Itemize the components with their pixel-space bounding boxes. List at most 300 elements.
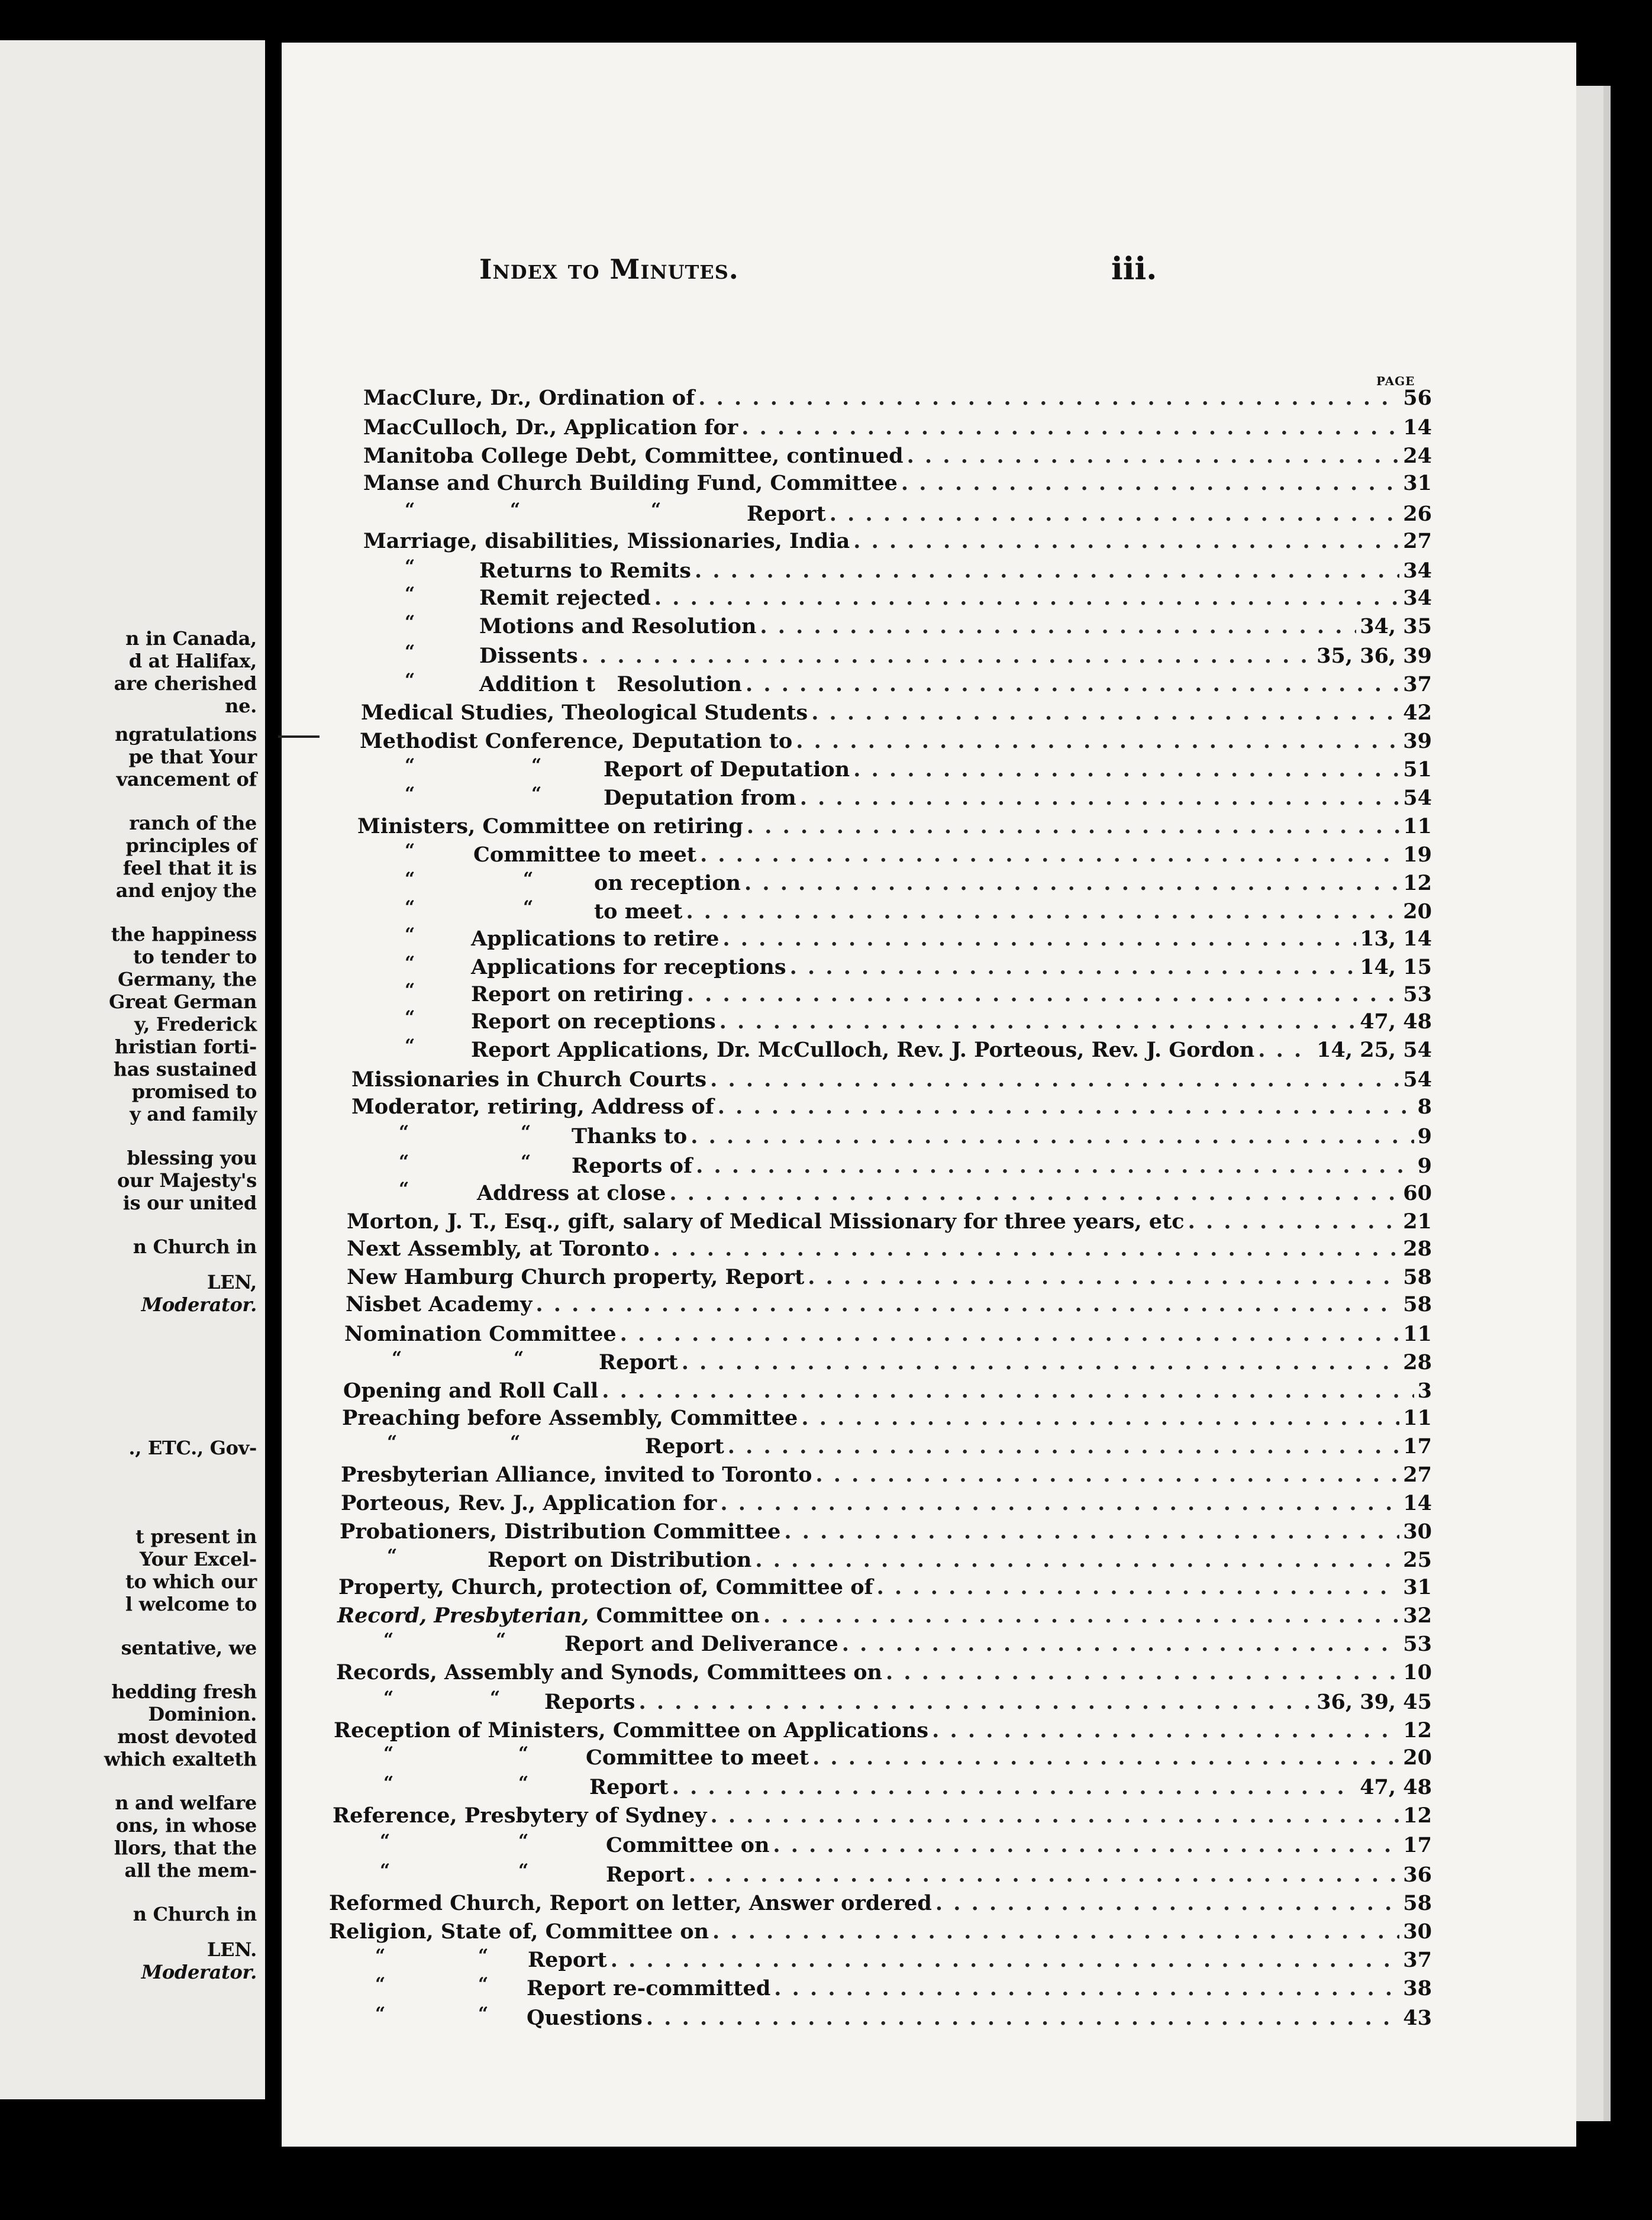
dot-leader	[620, 1322, 1400, 1346]
entry-text: Manse and Church Building Fund, Committee	[363, 471, 898, 495]
entry-text: Questions	[527, 2006, 643, 2030]
index-entry	[479, 559, 1432, 586]
index-entry	[645, 1434, 1432, 1461]
ditto-mark: “	[405, 556, 415, 577]
dot-leader	[722, 927, 1356, 951]
dot-leader	[710, 1803, 1399, 1828]
entry-page: 39	[1403, 729, 1432, 753]
index-entry	[329, 1919, 1432, 1947]
entry-page: 10	[1403, 1660, 1432, 1685]
left-page-fragment	[0, 40, 265, 2099]
entry-text: Report	[606, 1863, 685, 1887]
left-page-line: our Majesty's	[117, 1169, 257, 1192]
ditto-mark: “	[387, 1432, 398, 1453]
index-entry	[329, 1891, 1432, 1918]
left-page-line: to which our	[125, 1570, 257, 1593]
entry-text: MacClure, Dr., Ordination of	[363, 386, 695, 410]
dot-leader	[669, 1181, 1399, 1205]
dot-leader	[801, 1406, 1399, 1430]
dot-leader	[815, 1463, 1399, 1487]
dot-leader	[698, 386, 1399, 410]
left-page-line: y, Frederick	[134, 1013, 257, 1035]
ditto-mark: “	[405, 755, 415, 776]
entry-page: 30	[1403, 1919, 1432, 1944]
dot-leader	[796, 729, 1399, 753]
ditto-mark: “	[531, 783, 542, 804]
ditto-mark: “	[405, 670, 415, 690]
entry-text: Morton, J. T., Esq., gift, salary of Medical Missionary for three years, etc	[347, 1209, 1185, 1234]
entry-text: Report	[589, 1775, 669, 1799]
entry-text: on reception	[594, 871, 741, 895]
entry-text: Report on retiring	[471, 982, 683, 1006]
left-page-line: sentative, we	[121, 1637, 257, 1659]
ditto-mark: “	[380, 1831, 391, 1851]
ditto-mark: “	[405, 1007, 415, 1028]
entry-page: 54	[1403, 786, 1432, 810]
entry-page: 11	[1403, 1322, 1432, 1346]
entry-text	[337, 1603, 760, 1628]
dot-leader	[646, 2006, 1399, 2030]
left-page-line: principles of	[125, 834, 257, 857]
index-entry	[471, 982, 1432, 1009]
ditto-mark: “	[399, 1179, 409, 1199]
left-page-line: blessing you	[127, 1147, 257, 1169]
entry-text: Committee to meet	[586, 1745, 809, 1770]
left-page-line: ., ETC., Gov-	[128, 1437, 257, 1459]
ditto-mark: “	[478, 1945, 489, 1966]
margin-mark	[278, 735, 320, 738]
entry-text: Reports of	[572, 1154, 693, 1178]
dot-leader	[853, 529, 1399, 553]
index-entry	[363, 444, 1432, 471]
left-page-line: LEN,	[206, 1271, 257, 1293]
dot-leader	[700, 843, 1399, 867]
left-page-line: all the mem-	[124, 1859, 257, 1882]
entry-page: 51	[1403, 757, 1432, 782]
entry-text: Next Assembly, at Toronto	[347, 1237, 650, 1261]
entry-page: 17	[1403, 1833, 1432, 1857]
left-page-line: ne.	[225, 695, 257, 717]
entry-text: Committee on	[606, 1833, 770, 1857]
entry-text: Committee to meet	[473, 843, 697, 867]
dot-leader	[811, 701, 1399, 725]
ditto-mark: “	[375, 1945, 386, 1966]
dot-leader	[842, 1632, 1400, 1656]
dot-leader	[691, 1124, 1414, 1148]
page-title: Index to Minutes.	[479, 253, 739, 285]
ditto-mark: “	[521, 1151, 531, 1172]
left-page-line: ons, in whose	[115, 1814, 257, 1837]
dot-leader	[582, 644, 1313, 668]
entry-page: 47, 48	[1360, 1775, 1432, 1799]
ditto-mark: “	[405, 897, 415, 918]
dot-leader	[718, 1095, 1414, 1119]
dot-leader	[686, 899, 1399, 924]
index-entry	[604, 786, 1432, 813]
left-page-line: Dominion.	[148, 1703, 257, 1725]
entry-text: Returns to Remits	[479, 559, 691, 583]
ditto-mark: “	[399, 1122, 409, 1143]
entry-text: Report	[747, 502, 826, 526]
entry-page: 37	[1403, 672, 1432, 696]
index-entry	[544, 1690, 1432, 1717]
entry-text: MacCulloch, Dr., Application for	[363, 415, 738, 440]
entry-text: Ministers, Committee on retiring	[357, 814, 743, 838]
index-entry	[363, 386, 1432, 413]
left-page-line: the happiness	[111, 923, 257, 946]
entry-text: to meet	[594, 899, 683, 924]
index-entry	[347, 1237, 1432, 1264]
entry-page: 21	[1403, 1209, 1432, 1234]
index-entry	[357, 814, 1432, 841]
index-entry	[333, 1803, 1432, 1831]
entry-page: 27	[1403, 1463, 1432, 1487]
ditto-mark: “	[375, 1974, 386, 1995]
index-entry	[342, 1406, 1432, 1433]
entry-text-rest: Committee on	[589, 1603, 760, 1628]
index-entry	[346, 1292, 1432, 1319]
entry-page: 47, 48	[1360, 1009, 1432, 1034]
entry-text: Thanks to	[572, 1124, 688, 1148]
index-entry	[527, 2006, 1432, 2033]
ditto-mark: “	[478, 2003, 489, 2024]
entry-page: 36	[1403, 1863, 1432, 1887]
ditto-mark: “	[651, 499, 662, 520]
index-entry	[473, 843, 1432, 870]
index-entry	[363, 471, 1432, 498]
left-page-line: t present in	[135, 1525, 257, 1548]
entry-text: Remit rejected	[479, 586, 651, 610]
left-page-line: is our united	[122, 1192, 257, 1214]
entry-page: 31	[1403, 471, 1432, 495]
dot-leader	[712, 1919, 1399, 1944]
index-entry	[479, 672, 1432, 699]
entry-text: Report	[599, 1350, 678, 1374]
left-page-line: has sustained	[113, 1058, 257, 1080]
entry-text: New Hamburg Church property, Report	[347, 1265, 805, 1289]
ditto-mark: “	[380, 1860, 391, 1881]
entry-page: 34	[1403, 559, 1432, 583]
ditto-mark: “	[521, 1122, 531, 1143]
page-edge-shadow	[1603, 86, 1611, 2121]
left-page-line: hedding fresh	[111, 1680, 257, 1703]
left-page-line: vancement of	[116, 768, 257, 790]
left-page-line: n and welfare	[115, 1792, 257, 1814]
entry-page: 32	[1403, 1603, 1432, 1628]
dot-leader	[907, 444, 1400, 468]
entry-text: Addition t Resolution	[479, 672, 742, 696]
ditto-mark: “	[478, 1974, 489, 1995]
left-page-line: promised to	[131, 1080, 257, 1103]
left-page-line: are cherished	[114, 672, 257, 695]
dot-leader	[755, 1548, 1399, 1572]
index-entry	[572, 1154, 1432, 1181]
ditto-mark: “	[375, 2003, 386, 2024]
ditto-mark: “	[387, 1545, 398, 1566]
index-entry	[594, 871, 1432, 898]
index-entry	[572, 1124, 1432, 1151]
entry-page: 35, 36, 39	[1317, 644, 1432, 668]
entry-page: 20	[1403, 1745, 1432, 1770]
entry-text: Motions and Resolution	[479, 614, 757, 638]
index-entry	[564, 1632, 1432, 1659]
entry-page: 28	[1403, 1237, 1432, 1261]
entry-page: 9	[1417, 1124, 1432, 1148]
index-entry	[479, 614, 1432, 641]
dot-leader	[719, 1009, 1357, 1034]
index-entry	[361, 701, 1432, 728]
left-page-line: llors, that the	[114, 1837, 257, 1859]
dot-leader	[830, 502, 1400, 526]
left-page-line: y and family	[130, 1103, 257, 1125]
entry-page: 8	[1417, 1095, 1432, 1119]
entry-page: 14	[1403, 1491, 1432, 1515]
index-entry	[747, 502, 1432, 529]
entry-text: Medical Studies, Theological Students	[361, 701, 808, 725]
index-entry	[606, 1833, 1432, 1860]
entry-text: Nisbet Academy	[346, 1292, 533, 1316]
entry-page: 58	[1403, 1891, 1432, 1915]
dot-leader	[682, 1350, 1400, 1374]
entry-text: Reference, Presbytery of Sydney	[333, 1803, 707, 1828]
dot-leader	[535, 1292, 1399, 1316]
ditto-mark: “	[405, 869, 415, 889]
dot-leader	[935, 1891, 1399, 1915]
entry-text: Report	[528, 1948, 607, 1972]
entry-page: 12	[1403, 871, 1432, 895]
entry-page: 31	[1403, 1575, 1432, 1599]
entry-text: Report	[645, 1434, 724, 1459]
dot-leader	[728, 1434, 1400, 1459]
index-entry	[334, 1718, 1432, 1745]
dot-leader	[746, 672, 1399, 696]
entry-text: Probationers, Distribution Committee	[340, 1519, 781, 1544]
left-page-line: Moderator.	[141, 1293, 257, 1316]
entry-text: Porteous, Rev. J., Application for	[341, 1491, 717, 1515]
index-entry	[471, 1009, 1432, 1037]
index-entry	[589, 1775, 1432, 1802]
dot-leader	[932, 1718, 1399, 1743]
left-page-line: Germany, the	[117, 968, 257, 990]
index-entry	[341, 1463, 1432, 1490]
entry-text: Address at close	[477, 1181, 666, 1205]
left-page-line: n Church in	[133, 1235, 257, 1258]
dot-leader	[687, 982, 1400, 1006]
entry-text: Methodist Conference, Deputation to	[360, 729, 793, 753]
ditto-mark: “	[405, 583, 415, 604]
dot-leader	[720, 1491, 1399, 1515]
dot-leader	[812, 1745, 1399, 1770]
dot-leader	[602, 1379, 1414, 1403]
index-entry	[471, 955, 1432, 982]
entry-text: Reception of Ministers, Committee on Applications	[334, 1718, 929, 1743]
entry-text: Missionaries in Church Courts	[351, 1067, 707, 1092]
entry-page: 9	[1417, 1154, 1432, 1178]
dot-leader	[741, 415, 1399, 440]
index-entry	[604, 757, 1432, 785]
index-entry	[528, 1948, 1432, 1975]
dot-leader	[672, 1775, 1356, 1799]
page-number: iii.	[1111, 251, 1157, 287]
entry-text: Dissents	[479, 644, 578, 668]
left-page-line: which exalteth	[104, 1748, 257, 1770]
left-page-line: n Church in	[133, 1903, 257, 1925]
entry-text: Report Applications, Dr. McCulloch, Rev. J. Porteous, Rev. J. Gordon	[471, 1038, 1255, 1062]
index-entry	[351, 1095, 1432, 1122]
dot-leader	[654, 586, 1399, 610]
dot-leader	[744, 871, 1399, 895]
index-entry	[488, 1548, 1432, 1575]
ditto-mark: “	[405, 612, 415, 633]
index-entry	[477, 1181, 1432, 1208]
dot-leader	[653, 1237, 1400, 1261]
entry-text: Religion, State of, Committee on	[329, 1919, 709, 1944]
entry-page: 14	[1403, 415, 1432, 440]
entry-text: Report on Distribution	[488, 1548, 752, 1572]
ditto-mark: “	[518, 1831, 529, 1851]
entry-page: 37	[1403, 1948, 1432, 1972]
entry-page: 11	[1403, 1406, 1432, 1430]
dot-leader	[877, 1575, 1400, 1599]
entry-text: Marriage, disabilities, Missionaries, India	[363, 529, 850, 553]
entry-text: Opening and Roll Call	[343, 1379, 599, 1403]
entry-page: 38	[1403, 1976, 1432, 2000]
dot-leader	[760, 614, 1356, 638]
index-entry	[599, 1350, 1432, 1377]
entry-page: 34, 35	[1360, 614, 1432, 638]
entry-page: 58	[1403, 1292, 1432, 1316]
index-entry	[363, 529, 1432, 556]
index-entry	[347, 1209, 1432, 1237]
entry-page: 14, 25, 54	[1317, 1038, 1432, 1062]
index-entry	[363, 415, 1432, 443]
ditto-mark: “	[405, 840, 415, 861]
index-entry	[340, 1519, 1432, 1547]
ditto-mark: “	[514, 1348, 524, 1369]
index-entry	[586, 1745, 1432, 1773]
dot-leader	[901, 471, 1399, 495]
entry-page: 25	[1403, 1548, 1432, 1572]
entry-page: 34	[1403, 586, 1432, 610]
left-page-line: Great German	[108, 990, 257, 1013]
left-page-line: and enjoy the	[115, 879, 257, 902]
ditto-mark: “	[496, 1629, 506, 1650]
entry-page: 28	[1403, 1350, 1432, 1374]
ditto-mark: “	[405, 924, 415, 945]
entry-text: Report re-committed	[527, 1976, 771, 2000]
left-page-line: to tender to	[133, 946, 257, 968]
ditto-mark: “	[510, 1432, 521, 1453]
index-entry	[471, 1038, 1432, 1065]
entry-page: 17	[1403, 1434, 1432, 1459]
entry-text: Report on receptions	[471, 1009, 716, 1034]
ditto-mark: “	[405, 1035, 415, 1056]
ditto-mark: “	[518, 1743, 529, 1764]
dot-leader	[790, 955, 1357, 979]
dot-leader	[695, 559, 1399, 583]
dot-leader	[689, 1863, 1400, 1887]
index-entry	[594, 899, 1432, 927]
entry-page: 20	[1403, 899, 1432, 924]
entry-text: Report of Deputation	[604, 757, 850, 782]
index-entry	[527, 1976, 1432, 2003]
dot-leader	[710, 1067, 1399, 1092]
ditto-mark: “	[405, 783, 415, 804]
entry-text: Records, Assembly and Synods, Committees on	[336, 1660, 883, 1685]
index-entry	[344, 1322, 1432, 1349]
entry-page: 12	[1403, 1718, 1432, 1743]
index-entry	[360, 729, 1432, 756]
dot-leader	[696, 1154, 1414, 1178]
left-page-line: hristian forti-	[114, 1035, 257, 1058]
entry-page: 36, 39, 45	[1317, 1690, 1432, 1714]
entry-page: 42	[1403, 701, 1432, 725]
index-entry	[351, 1067, 1432, 1095]
entry-text: Presbyterian Alliance, invited to Toronto	[341, 1463, 812, 1487]
left-page-line: Your Excel-	[139, 1548, 257, 1570]
index-entry	[337, 1603, 1432, 1631]
entry-text: Deputation from	[604, 786, 796, 810]
page-column-label: PAGE	[1376, 374, 1415, 388]
ditto-mark: “	[405, 499, 415, 520]
entry-page: 53	[1403, 982, 1432, 1006]
left-page-line: pe that Your	[128, 746, 257, 768]
index-entry	[338, 1575, 1432, 1602]
dot-leader	[1258, 1038, 1313, 1062]
entry-page: 3	[1417, 1379, 1432, 1403]
dot-leader	[886, 1660, 1399, 1685]
entry-page: 53	[1403, 1632, 1432, 1656]
entry-page: 24	[1403, 444, 1432, 468]
index-entry	[343, 1379, 1432, 1406]
dot-leader	[747, 814, 1399, 838]
ditto-mark: “	[510, 499, 521, 520]
ditto-mark: “	[383, 1687, 394, 1708]
index-entry	[471, 927, 1432, 954]
entry-page: 19	[1403, 843, 1432, 867]
entry-page: 58	[1403, 1265, 1432, 1289]
entry-page: 27	[1403, 529, 1432, 553]
dot-leader	[763, 1603, 1399, 1628]
ditto-mark: “	[518, 1860, 529, 1881]
entry-page: 14, 15	[1360, 955, 1432, 979]
left-page-line: ranch of the	[129, 812, 257, 834]
left-page-line: n in Canada,	[125, 627, 257, 650]
entry-text: Preaching before Assembly, Committee	[342, 1406, 798, 1430]
entry-text: Applications for receptions	[471, 955, 786, 979]
index-entry	[479, 644, 1432, 671]
entry-page: 60	[1403, 1181, 1432, 1205]
entry-page: 56	[1403, 386, 1432, 410]
ditto-mark: “	[383, 1629, 394, 1650]
left-page-line: Moderator.	[141, 1961, 257, 1983]
ditto-mark: “	[383, 1743, 394, 1764]
entry-text: Report and Deliverance	[564, 1632, 838, 1656]
ditto-mark: “	[523, 869, 534, 889]
left-page-line: most devoted	[117, 1725, 257, 1748]
ditto-mark: “	[531, 755, 542, 776]
entry-text: Manitoba College Debt, Committee, continued	[363, 444, 904, 468]
index-entry	[606, 1863, 1432, 1890]
index-entry	[347, 1265, 1432, 1292]
entry-text: Applications to retire	[471, 927, 719, 951]
index-entry	[336, 1660, 1432, 1687]
entry-text: Property, Church, protection of, Committee of	[338, 1575, 873, 1599]
left-page-line: feel that it is	[122, 857, 257, 879]
entry-text-italic: Record, Presbyterian,	[337, 1603, 589, 1628]
ditto-mark: “	[405, 641, 415, 662]
entry-page: 43	[1403, 2006, 1432, 2030]
